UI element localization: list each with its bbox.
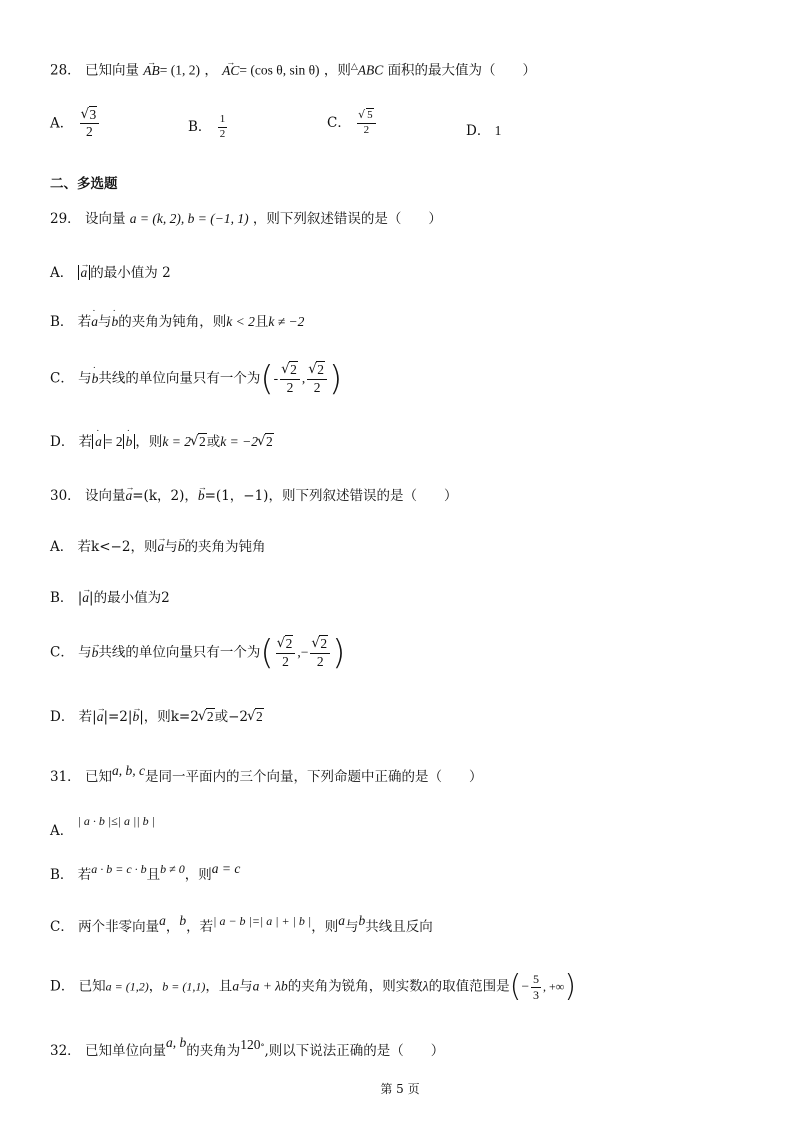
q28-option-b-label: B．: [188, 119, 212, 136]
q31-d-text1: 已知: [78, 978, 106, 995]
q29-a-label: A．: [50, 265, 74, 281]
q29-a-text: 的最小值为 2: [90, 265, 171, 281]
q31-d-tail: , +∞: [542, 979, 565, 994]
q31-c-vec-a2: a: [338, 913, 345, 928]
q31-option-b: [50, 860, 240, 884]
q28-option-d-label: D．: [466, 123, 491, 139]
q31-c-text4: 与: [344, 919, 359, 935]
q28-c-radicand: 5: [367, 109, 373, 121]
q30-c-rad1: 2: [285, 636, 293, 652]
q29-c-rad2: 2: [317, 362, 325, 378]
q32-text2: 的夹角为: [186, 1043, 241, 1059]
q29-b-text2: 与: [97, 314, 112, 330]
q29-b-label: B．: [50, 314, 74, 330]
q29-c-den1: 2: [280, 379, 300, 395]
q30-b-label: B．: [50, 590, 74, 606]
q31-d-text2: ，且: [205, 978, 233, 995]
q31-c-text1: 两个非零向量: [78, 919, 160, 935]
q31-c-vec-b2: b: [358, 913, 366, 928]
q29-d-text2: ，则: [135, 434, 163, 450]
q31-number: 31．: [50, 769, 81, 785]
q28-number: 28．: [50, 62, 81, 79]
q30-d-rad1: 2: [206, 709, 214, 724]
q31-d-text4: 的夹角为锐角，则实数: [287, 978, 423, 995]
q30-d-text1: 若|: [78, 709, 97, 725]
q30-number: 30．: [50, 488, 81, 504]
q31-d-vec-a: a: [232, 978, 240, 994]
q30-a-text3: 的夹角为钝角: [184, 539, 266, 555]
q31-c-label: C．: [50, 919, 74, 935]
q28-stem: [50, 58, 536, 80]
page-number-footer: 第 5 页: [380, 1082, 420, 1096]
q30-d-text4: 或−2: [214, 709, 248, 725]
q31-vectors: a, b, c: [111, 763, 145, 778]
q31-b-text2: 且: [146, 867, 161, 883]
q28-b-denominator: 2: [219, 127, 226, 140]
q29-b-cond2: k ≠ −2: [268, 314, 305, 329]
q30-vec-a: a →: [125, 487, 132, 505]
q30-vec-b: b →: [198, 487, 205, 505]
q29-c-comma: ,: [301, 370, 306, 386]
q29-option-a: [50, 264, 171, 282]
q30-option-d: [50, 708, 264, 726]
q29-b-text3: 的夹角为钝角，则: [118, 314, 227, 330]
q28-a-radicand: 3: [89, 107, 97, 122]
q28-option-a-value: [80, 108, 100, 139]
q28-option-c-label: C．: [327, 115, 351, 132]
q31-d-a-value: a = (1,2): [105, 979, 149, 994]
q32-degree: °: [260, 1042, 265, 1052]
q28-b-numerator: 1: [219, 113, 226, 125]
q28-option-d-value: 1: [494, 123, 502, 138]
q29-b-vec-a: a ˙: [91, 313, 98, 331]
q29-c-den2: 2: [307, 379, 327, 395]
q31-option-c: [50, 912, 433, 936]
q30-d-text3: |，则k=2: [139, 709, 199, 725]
q30-d-vec-a: a →: [97, 708, 104, 726]
q28-sep2: ，则: [323, 62, 351, 79]
q30-c-vec-b: b →: [92, 644, 99, 662]
section-multiple-choice-title: 二、多选题: [50, 176, 118, 192]
q31-d-sep: ，: [148, 978, 163, 995]
q28-suffix: 面积的最大值为（ ）: [387, 62, 537, 79]
q29-d-eq: = 2: [104, 434, 123, 449]
q30-c-sep: ,−: [297, 644, 309, 660]
q29-b-vec-b: b ˙: [111, 313, 118, 331]
q30-a-label: A．: [50, 539, 74, 555]
q30-d-text2: |=2|: [103, 709, 133, 725]
q29-c-rad1: 2: [290, 362, 297, 378]
q31-c-text3: ，则: [311, 919, 339, 935]
q30-c-rad2: 2: [320, 636, 328, 652]
triangle-icon: △: [350, 62, 358, 72]
q28-c-denominator: 2: [357, 123, 376, 137]
q30-stem: [50, 487, 457, 505]
q31-d-lambda: λ: [422, 978, 429, 994]
q29-d-text1: 若: [78, 434, 93, 450]
q30-c-den2: 2: [310, 653, 330, 669]
q31-d-denominator: 3: [532, 987, 539, 1002]
q28-option-c-value: [357, 110, 376, 136]
q28-option-d: [466, 122, 501, 140]
q30-b-text1: |的最小值为2: [89, 590, 170, 606]
q31-c-text5: 共线且反向: [365, 919, 433, 935]
q30-a-text2: 与: [164, 539, 178, 555]
q31-c-sep: ，: [165, 919, 180, 935]
q32-angle: 120: [240, 1037, 261, 1052]
q30-option-b: [50, 589, 170, 607]
q31-stem: [50, 762, 482, 786]
q28-prefix: 已知向量: [84, 62, 139, 79]
q29-b-text4: 且: [254, 314, 269, 330]
q28-a-denominator: 2: [80, 123, 100, 139]
q31-d-b-value: b = (1,1): [162, 979, 206, 994]
q30-c-text1: 与: [78, 644, 92, 661]
q31-c-vec-b: b: [179, 913, 187, 928]
q29-d-rad2: 2: [265, 434, 273, 449]
q31-option-a: [50, 812, 155, 840]
q31-b-label: B．: [50, 867, 74, 883]
q31-b-text1: 若: [77, 867, 92, 883]
q28-sep1: ，: [204, 62, 218, 79]
q30-a-vec-b: b →: [178, 538, 185, 556]
q28-option-a: [50, 108, 101, 139]
q31-option-d: D． 已知a = (1,2)，b = (1,1)，且a与a + λb的夹角为锐角，则实数λ的取值范围是(− $\frac{5}{3}$ , +∞): [50, 969, 577, 1004]
q31-b-text3: ，则: [184, 867, 212, 883]
q30-b-value: =(1，−1)，则下列叙述错误的是（ ）: [204, 488, 458, 504]
q31-d-expr: a + λb: [252, 978, 288, 994]
q30-a-vec-a: a →: [157, 538, 164, 556]
q29-d-k1: k = 2: [162, 434, 191, 449]
q31-suffix: 是同一平面内的三个向量，下列命题中正确的是（ ）: [144, 769, 483, 785]
q31-d-text5: 的取值范围是: [428, 978, 510, 995]
q30-prefix: 设向量: [84, 488, 126, 504]
q30-option-a: [50, 538, 265, 556]
q31-a-label: A．: [50, 823, 74, 839]
q29-a-vector: a →: [81, 264, 88, 282]
q29-stem: [50, 210, 442, 228]
q30-b-bar: |: [77, 590, 83, 606]
q32-number: 32．: [50, 1043, 81, 1059]
q29-vectors: a = (k, 2), b = (−1, 1): [129, 211, 249, 226]
q28-option-a-label: A．: [50, 115, 74, 132]
q30-c-den1: 2: [276, 653, 296, 669]
q28-option-b-value: [218, 114, 228, 140]
q29-c-label: C．: [50, 370, 74, 387]
q29-d-k2: k = −2: [220, 434, 258, 449]
q29-d-label: D．: [50, 434, 75, 450]
q32-vectors: a, b: [165, 1035, 187, 1050]
q32-stem: [50, 1034, 444, 1060]
q28-triangle-abc: ABC: [357, 62, 384, 78]
q30-d-vec-b: b →: [132, 708, 139, 726]
q29-c-text2: 共线的单位向量只有一个为: [98, 370, 261, 387]
q29-d-rad1: 2: [198, 434, 206, 449]
q29-option-c: C． 与b ˙共线的单位向量只有一个为(- √ $\frac{2}{2}$ , √ $\frac{2}{2}$ ): [50, 362, 342, 396]
q30-a-text1: 若k<−2，则: [77, 539, 158, 555]
q31-a-expr: | a · b |≤| a || b |: [77, 814, 155, 828]
q28-ab-value: = (1, 2): [159, 62, 201, 78]
q28-vector-ab: AB →: [143, 62, 160, 80]
q29-option-d: [50, 433, 274, 451]
q31-b-cond: b ≠ 0: [160, 862, 185, 876]
q28-ac-value: = (cos θ, sin θ): [239, 62, 320, 78]
q29-d-text3: 或: [206, 434, 221, 450]
q29-b-cond1: k < 2: [226, 314, 255, 329]
q28-vector-ac: AC →: [222, 62, 239, 80]
q29-number: 29．: [50, 211, 81, 227]
q29-c-sign: -: [273, 370, 279, 386]
q30-d-label: D．: [50, 709, 75, 725]
q31-c-vec-a: a: [159, 913, 166, 928]
q29-suffix: ，则下列叙述错误的是（ ）: [252, 211, 442, 227]
q31-b-conclusion: a = c: [211, 861, 241, 876]
q31-d-text3: 与: [239, 978, 253, 995]
q32-text3: ,则以下说法正确的是（ ）: [264, 1043, 445, 1059]
q29-c-text1: 与: [78, 370, 92, 387]
q31-d-label: D．: [50, 978, 75, 995]
q30-b-vec-a: a →: [82, 589, 89, 607]
q31-c-text2: ，若: [186, 919, 214, 935]
q31-prefix: 已知: [84, 769, 112, 785]
q32-text1: 已知单位向量: [84, 1043, 166, 1059]
q29-b-text1: 若: [77, 314, 92, 330]
q30-a-value: =(k，2)，: [132, 488, 198, 504]
q30-c-text2: 共线的单位向量只有一个为: [98, 644, 261, 661]
q31-c-cond: | a − b |=| a | + | b |: [213, 914, 312, 928]
q30-d-rad2: 2: [255, 709, 263, 724]
q30-option-c: C． 与b →共线的单位向量只有一个为( √ $\frac{2}{2}$ ,− √ $\frac{2}{2}$ ): [50, 636, 345, 670]
q29-c-vec-b: b ˙: [92, 370, 99, 388]
q28-option-b: [188, 114, 229, 140]
q29-prefix: 设向量: [84, 211, 126, 227]
q31-d-numerator: 5: [532, 971, 539, 986]
q29-d-vec-b: b ˙: [126, 433, 133, 451]
q29-option-b: [50, 313, 304, 331]
q28-option-c: [327, 110, 378, 136]
q31-b-eq: a · b = c · b: [91, 862, 147, 876]
q30-c-label: C．: [50, 644, 74, 661]
q29-d-vec-a: a ˙: [95, 433, 102, 451]
